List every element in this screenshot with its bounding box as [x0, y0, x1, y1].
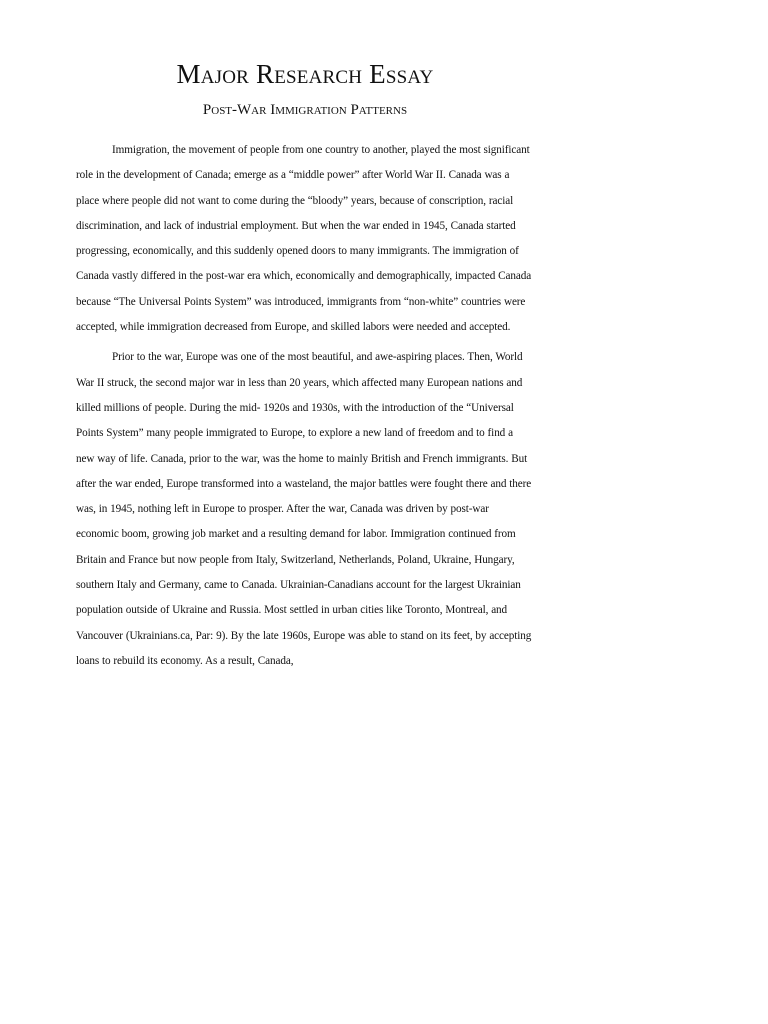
essay-subtitle: Post-War Immigration Patterns — [202, 102, 408, 118]
paragraph-1: Immigration, the movement of people from one country to another, played the most significant role in the development of Canada; emerge as a “middle power” after World War II. Canada was a place where people did not want to come during the “bloody” years, because of conscription, racial discrimination, and lack of industrial employment. But when the war ended in 1945, Canada started progressing, economically, and this suddenly opened doors to many immigrants. The immigration of Canada vastly differed in the post-war era which, economically and demographically, impacted Canada because “The Universal Points System” was introduced, immigrants from “non-white” countries were accepted, while immigration decreased from Europe, and skilled labors were needed and accepted. — [76, 144, 532, 334]
essay-body — [76, 138, 534, 674]
essay-title: Major Research Essay — [176, 59, 434, 89]
paragraph-2: Prior to the war, Europe was one of the most beautiful, and awe-aspiring places. Then, World War II struck, the second major war in less than 20 years, which affected many European nations and killed millions of people. During the mid- 1920s and 1930s, with the introduction of the “Universal Points System” many people immigrated to Europe, to explore a new land of freedom and to find a new way of life. Canada, prior to the war, was the home to mainly British and French immigrants. But after the war ended, Europe transformed into a wasteland, the major battles were fought there and there was, in 1945, nothing left in Europe to prosper. After the war, Canada was driven by post-war economic boom, growing job market and a resulting demand for labor. Immigration continued from Britain and France but now people from Italy, Switzerland, Netherlands, Poland, Ukraine, Hungary, southern Italy and Germany, came to Canada. Ukrainian-Canadians account for the largest Ukrainian population outside of Ukraine and Russia. Most settled in urban cities like Toronto, Montreal, and Vancouver (Ukrainians.ca, Par: 9). By the late 1960s, Europe was able to stand on its feet, by accepting loans to rebuild its economy. As a result, Canada, — [76, 351, 532, 667]
